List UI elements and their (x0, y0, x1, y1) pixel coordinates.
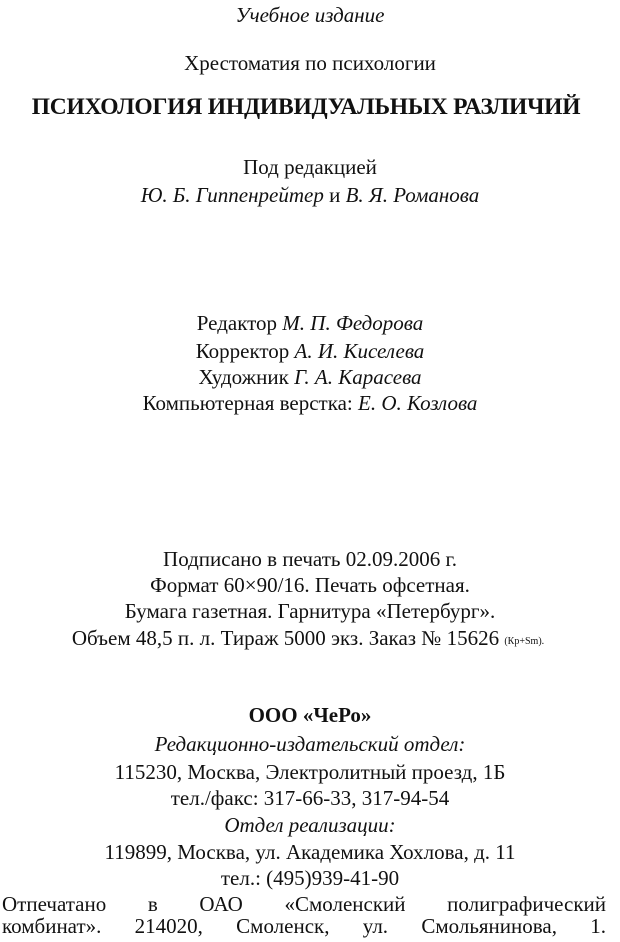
print-volume-text: Объем 48,5 п. л. Тираж 5000 экз. Заказ № 15626 (71, 626, 500, 650)
editor-name: В. Я. Романова (345, 183, 480, 207)
editors-line (0, 182, 620, 208)
credit-role: Компьютерная верстка: (142, 391, 353, 415)
credit-line (0, 390, 620, 416)
credit-role: Редактор (196, 311, 278, 335)
credit-name: Е. О. Козлова (358, 391, 478, 415)
credit-line (0, 310, 620, 336)
credit-line (0, 338, 620, 364)
editorial-dept-label: Редакционно-издательский отдел: (154, 732, 466, 756)
credit-name: М. П. Федорова (282, 311, 424, 335)
editorial-address: 115230, Москва, Электролитный проезд, 1Б (114, 760, 506, 784)
credit-line (0, 364, 620, 390)
print-volume-code: (Кр+Sm). (504, 636, 545, 647)
credit-name: Г. А. Карасева (294, 365, 422, 389)
sales-dept-label: Отдел реализации: (224, 813, 396, 837)
print-signed-date: Подписано в печать 02.09.2006 г. (163, 547, 457, 571)
publisher-name: ООО «ЧеРо» (248, 703, 372, 727)
printer-info-line-1: Отпечатано в ОАО «Смоленский полиграфический (2, 892, 606, 916)
print-paper: Бумага газетная. Гарнитура «Петербург». (124, 599, 496, 623)
editor-name: Ю. Б. Гиппенрейтер (140, 183, 324, 207)
book-title: ПСИХОЛОГИЯ ИНДИВИДУАЛЬНЫХ РАЗЛИЧИЙ (31, 94, 581, 120)
editorial-phone: тел./факс: 317-66-33, 317-94-54 (170, 786, 450, 810)
edition-type: Учебное издание (235, 3, 385, 27)
print-volume (0, 625, 618, 655)
sales-phone: тел.: (495)939-41-90 (220, 866, 400, 890)
series-title: Хрестоматия по психологии (184, 51, 436, 75)
printer-info-line-2: комбинат». 214020, Смоленск, ул. Смольянинова, 1. (2, 914, 606, 938)
credit-role: Корректор (195, 339, 290, 363)
credit-role: Художник (198, 365, 289, 389)
editors-conjunction: и (329, 183, 341, 207)
edited-by-label: Под редакцией (243, 155, 377, 179)
print-format: Формат 60×90/16. Печать офсетная. (150, 573, 470, 597)
credit-name: А. И. Киселева (294, 339, 425, 363)
sales-address: 119899, Москва, ул. Академика Хохлова, д. 11 (104, 840, 516, 864)
